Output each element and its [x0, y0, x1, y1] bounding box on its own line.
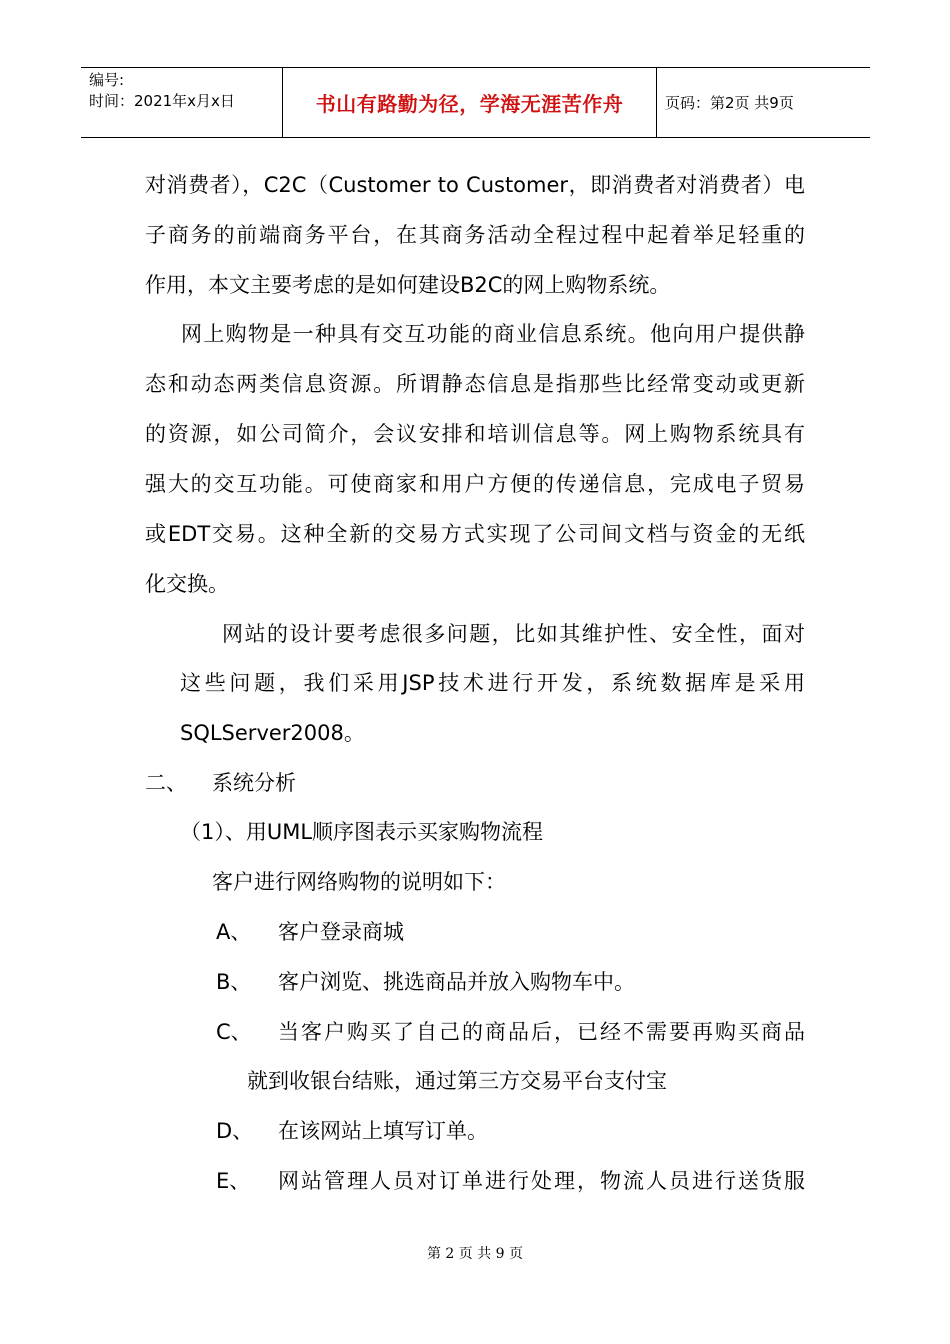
- step-label-a: A、: [216, 920, 252, 944]
- page-header: [81, 67, 870, 138]
- para3-line-1: 网站的设计要考虑很多问题，比如其维护性、安全性，面对: [222, 622, 805, 646]
- para2-line-1: 网上购物是一种具有交互功能的商业信息系统。他向用户提供静: [181, 322, 805, 346]
- header-right-cell: [656, 68, 870, 137]
- step-label-b: B、: [216, 970, 252, 994]
- doc-number-label: 编号:: [89, 71, 125, 89]
- step-label-e: E、: [216, 1169, 251, 1193]
- para2-line-6: 化交换。: [145, 572, 229, 596]
- section-title: 系统分析: [212, 771, 296, 795]
- para1-line-3: 作用，本文主要考虑的是如何建设B2C的网上购物系统。: [145, 273, 671, 297]
- page-footer: 第 2 页 共 9 页: [426, 1246, 524, 1262]
- step-text-b: 客户浏览、挑选商品并放入购物车中。: [278, 970, 635, 994]
- step-text-a: 客户登录商城: [278, 920, 404, 944]
- para2-line-2: 态和动态两类信息资源。所谓静态信息是指那些比经常变动或更新: [145, 372, 805, 396]
- para2-line-3: 的资源，如公司简介，会议安排和培训信息等。网上购物系统具有: [145, 422, 805, 446]
- header-left-cell: [81, 68, 282, 137]
- subsection-title: （1）、用UML顺序图表示买家购物流程: [180, 820, 544, 844]
- intro-text: 客户进行网络购物的说明如下：: [212, 870, 506, 894]
- step-label-d: D、: [216, 1119, 254, 1143]
- date-label: 时间：2021年x月x日: [89, 92, 235, 110]
- para1-line-1: 对消费者），C2C（Customer to Customer，即消费者对消费者）电: [145, 173, 805, 197]
- para2-line-4: 强大的交互功能。可使商家和用户方便的传递信息，完成电子贸易: [145, 472, 805, 496]
- motto: 书山有路勤为径，学海无涯苦作舟: [315, 92, 624, 116]
- step-text-e: 网站管理人员对订单进行处理，物流人员进行送货服: [278, 1169, 805, 1193]
- step-label-c: C、: [216, 1020, 252, 1044]
- para2-line-5: 或EDT交易。这种全新的交易方式实现了公司间文档与资金的无纸: [145, 522, 805, 546]
- para3-line-3: SQLServer2008。: [180, 721, 365, 745]
- section-number: 二、: [145, 771, 187, 795]
- step-text-c-cont: 就到收银台结账，通过第三方交易平台支付宝: [247, 1069, 667, 1093]
- para3-line-2: 这些问题，我们采用JSP技术进行开发，系统数据库是采用: [180, 671, 805, 695]
- page-info: 页码：第2页 共9页: [665, 94, 794, 112]
- step-text-c: 当客户购买了自己的商品后，已经不需要再购买商品: [278, 1020, 805, 1044]
- para1-line-2: 子商务的前端商务平台，在其商务活动全程过程中起着举足轻重的: [145, 223, 805, 247]
- header-center-cell: [282, 68, 657, 137]
- step-text-d: 在该网站上填写订单。: [278, 1119, 488, 1143]
